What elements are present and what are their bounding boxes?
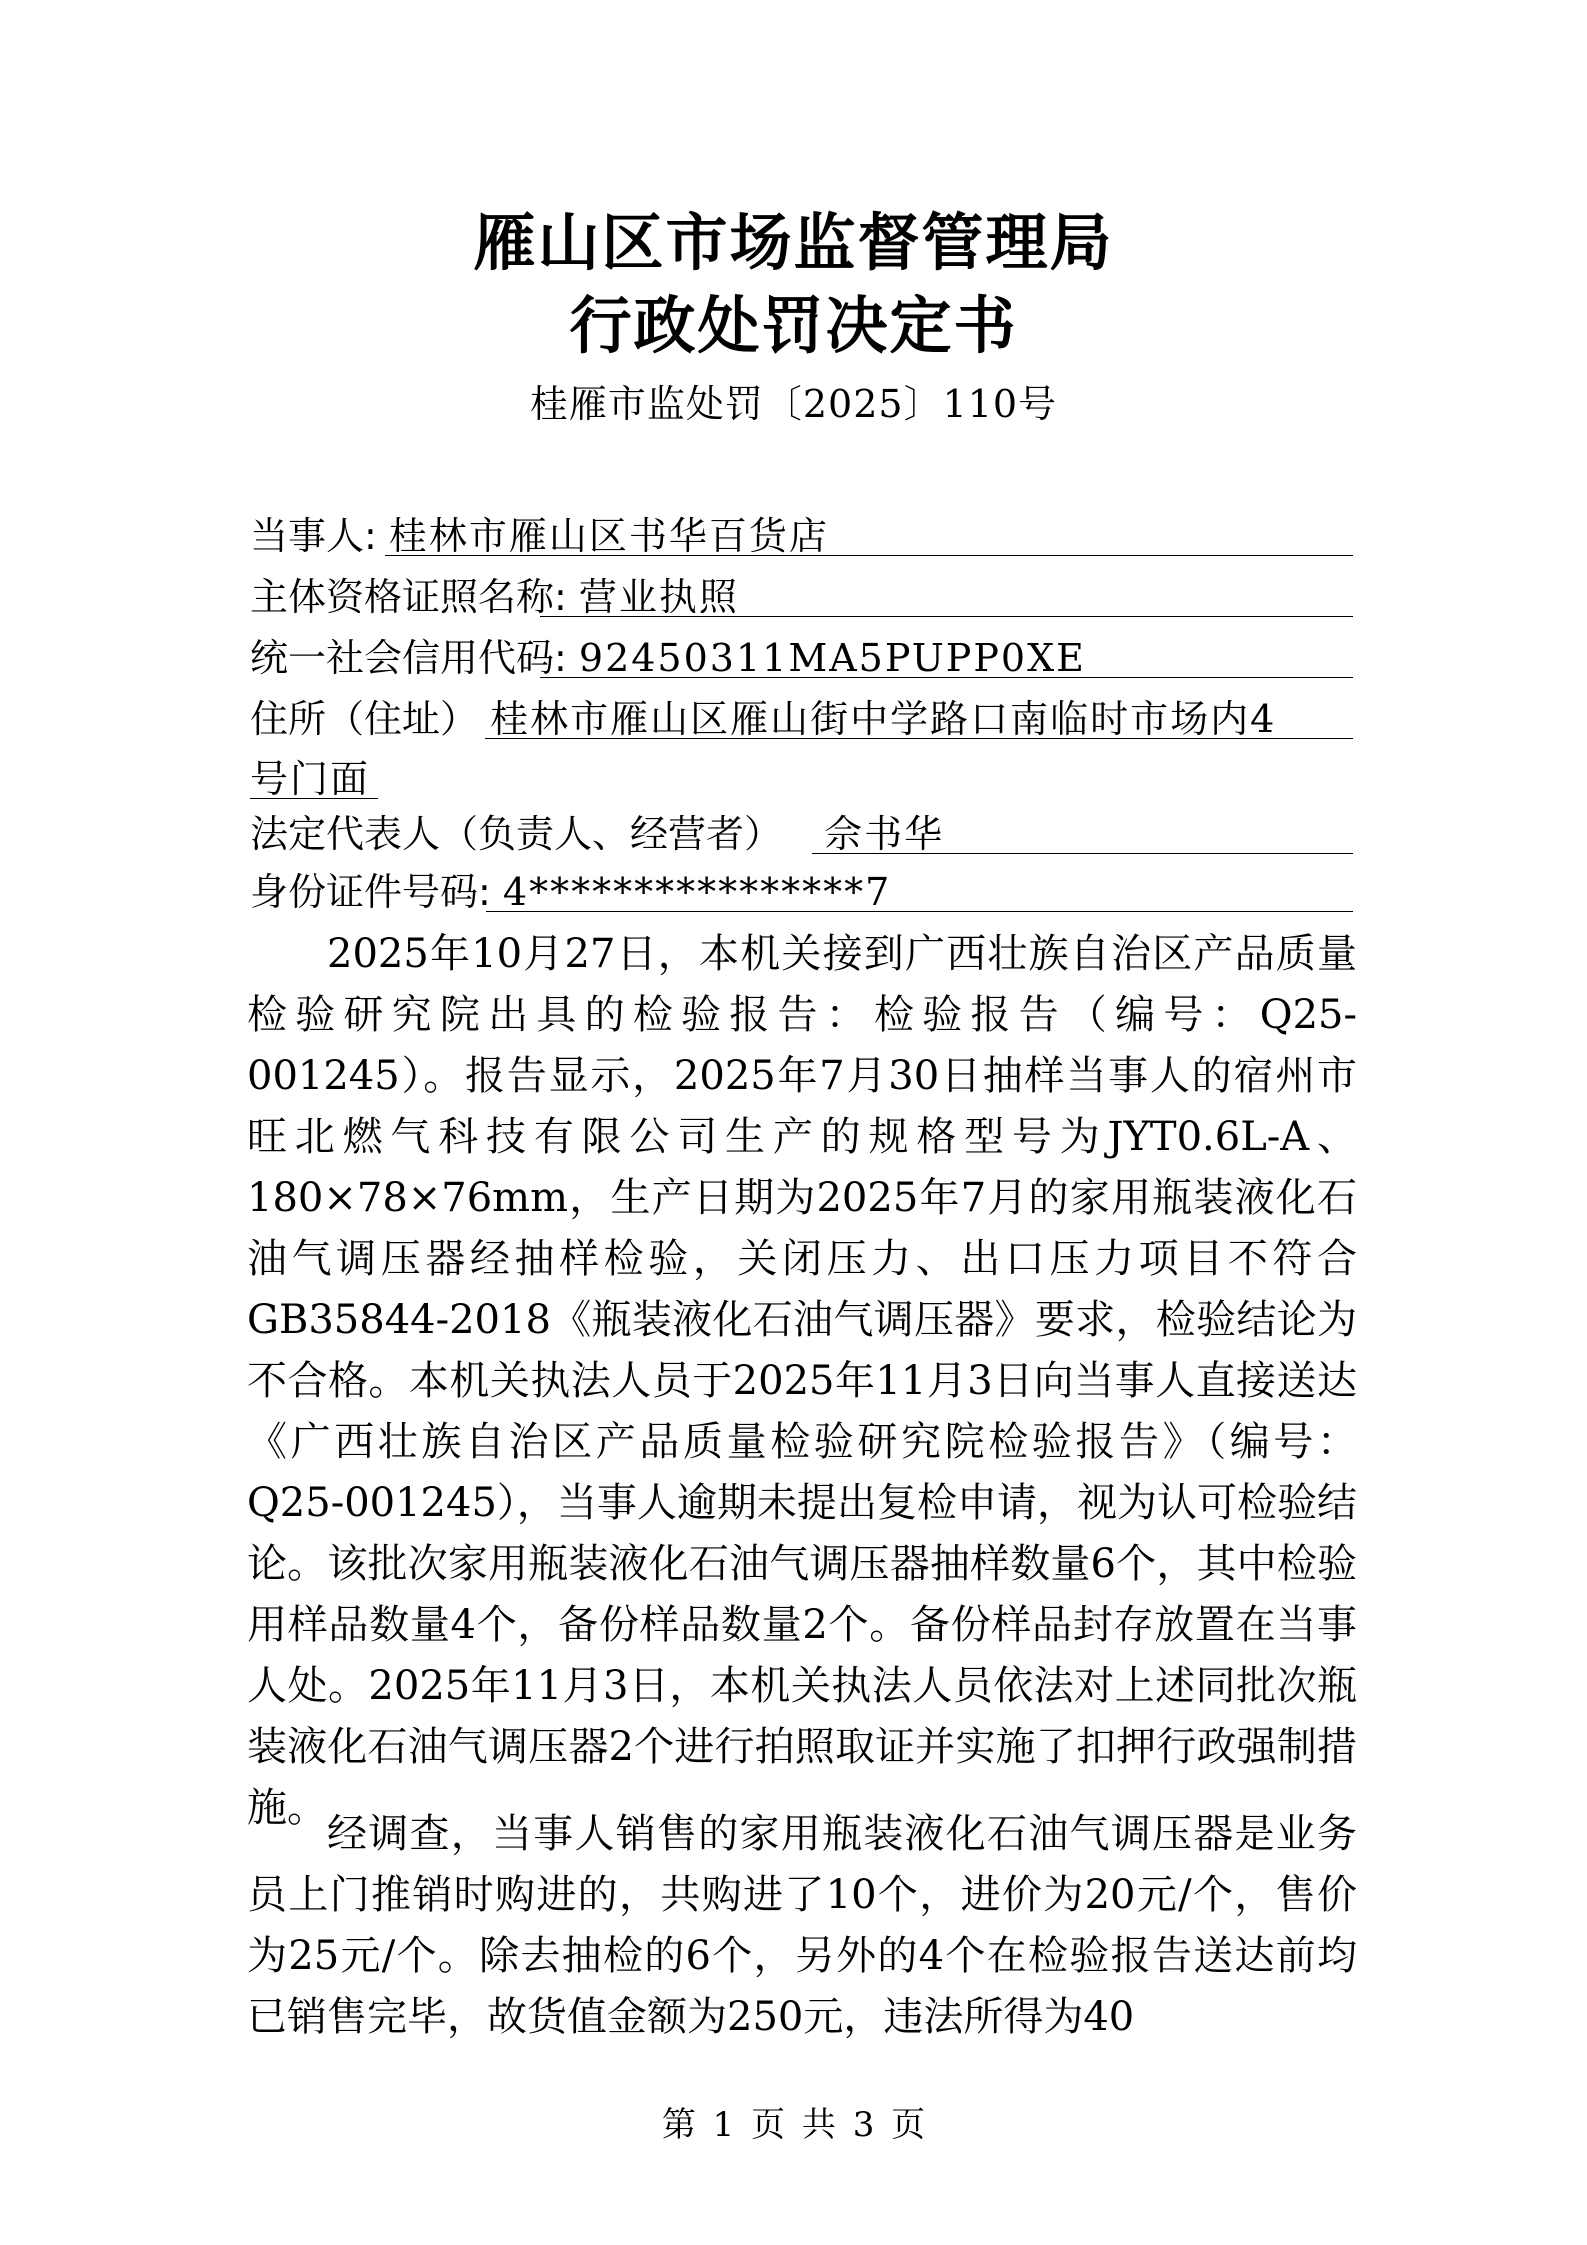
document-title-agency: 雁山区市场监督管理局	[473, 206, 1114, 279]
license-value: 营业执照	[578, 575, 739, 619]
legal-rep-value: 佘书华	[824, 812, 945, 856]
id-number-row	[250, 870, 1355, 914]
party-name-row	[250, 514, 1355, 558]
address-row-continued	[250, 757, 1355, 801]
legal-rep-underline	[812, 853, 1353, 854]
credit-code-label: 统一社会信用代码:	[250, 636, 567, 680]
party-name-underline	[385, 555, 1353, 556]
address-underline-line1	[485, 738, 1353, 739]
page-indicator: 第 1 页 共 3 页	[661, 2105, 926, 2145]
document-title-type: 行政处罚决定书	[569, 289, 1018, 362]
license-underline	[540, 616, 1353, 617]
credit-code-underline	[540, 677, 1353, 678]
party-name-value: 桂林市雁山区书华百货店	[388, 514, 829, 558]
document-number: 桂雁市监处罚〔2025〕110号	[529, 382, 1058, 426]
credit-code-value: 92450311MA5PUPP0XE	[578, 636, 1086, 680]
credit-code-row	[250, 636, 1355, 680]
license-label: 主体资格证照名称:	[250, 575, 567, 619]
legal-rep-row	[250, 812, 1355, 856]
body-paragraph-investigation: 经调查，当事人销售的家用瓶装液化石油气调压器是业务员上门推销时购进的，共购进了10个，进价为20元/个，售价为25元/个。除去抽检的6个，另外的4个在检验报告送达前均已销售完毕，故货值金额为250元，违法所得为40	[247, 1811, 1357, 2040]
id-number-value: 4****************7	[502, 870, 892, 914]
address-label: 住所（住址）	[250, 697, 479, 741]
party-name-label: 当事人:	[250, 514, 377, 558]
address-underline-line2	[250, 798, 378, 799]
legal-rep-label: 法定代表人（负责人、经营者）	[250, 812, 783, 856]
address-value-line1: 桂林市雁山区雁山街中学路口南临时市场内4	[490, 697, 1277, 741]
address-value-line2: 号门面	[250, 757, 371, 801]
body-paragraph-inspection: 2025年10月27日，本机关接到广西壮族自治区产品质量检验研究院出具的检验报告：检验报告（编号：Q25-001245）。报告显示，2025年7月30日抽样当事人的宿州市旺北燃气科技有限公司生产的规格型号为JYT0.6L-A、180×78×76mm，生产日期为2025年7月的家用瓶装液化石油气调压器经抽样检验，关闭压力、出口压力项目不符合GB35844-2018《瓶装液化石油气调压器》要求，检验结论为不合格。本机关执法人员于2025年11月3日向当事人直接送达《广西壮族自治区产品质量检验研究院检验报告》（编号：Q25-001245），当事人逾期未提出复检申请，视为认可检验结论。该批次家用瓶装液化石油气调压器抽样数量6个，其中检验用样品数量4个，备份样品数量2个。备份样品封存放置在当事人处。2025年11月3日，本机关执法人员依法对上述同批次瓶装液化石油气调压器2个进行拍照取证并实施了扣押行政强制措施。	[247, 931, 1357, 1831]
id-number-label: 身份证件号码:	[250, 870, 491, 914]
license-row	[250, 575, 1355, 619]
address-row	[250, 697, 1355, 741]
id-number-underline	[486, 911, 1353, 912]
